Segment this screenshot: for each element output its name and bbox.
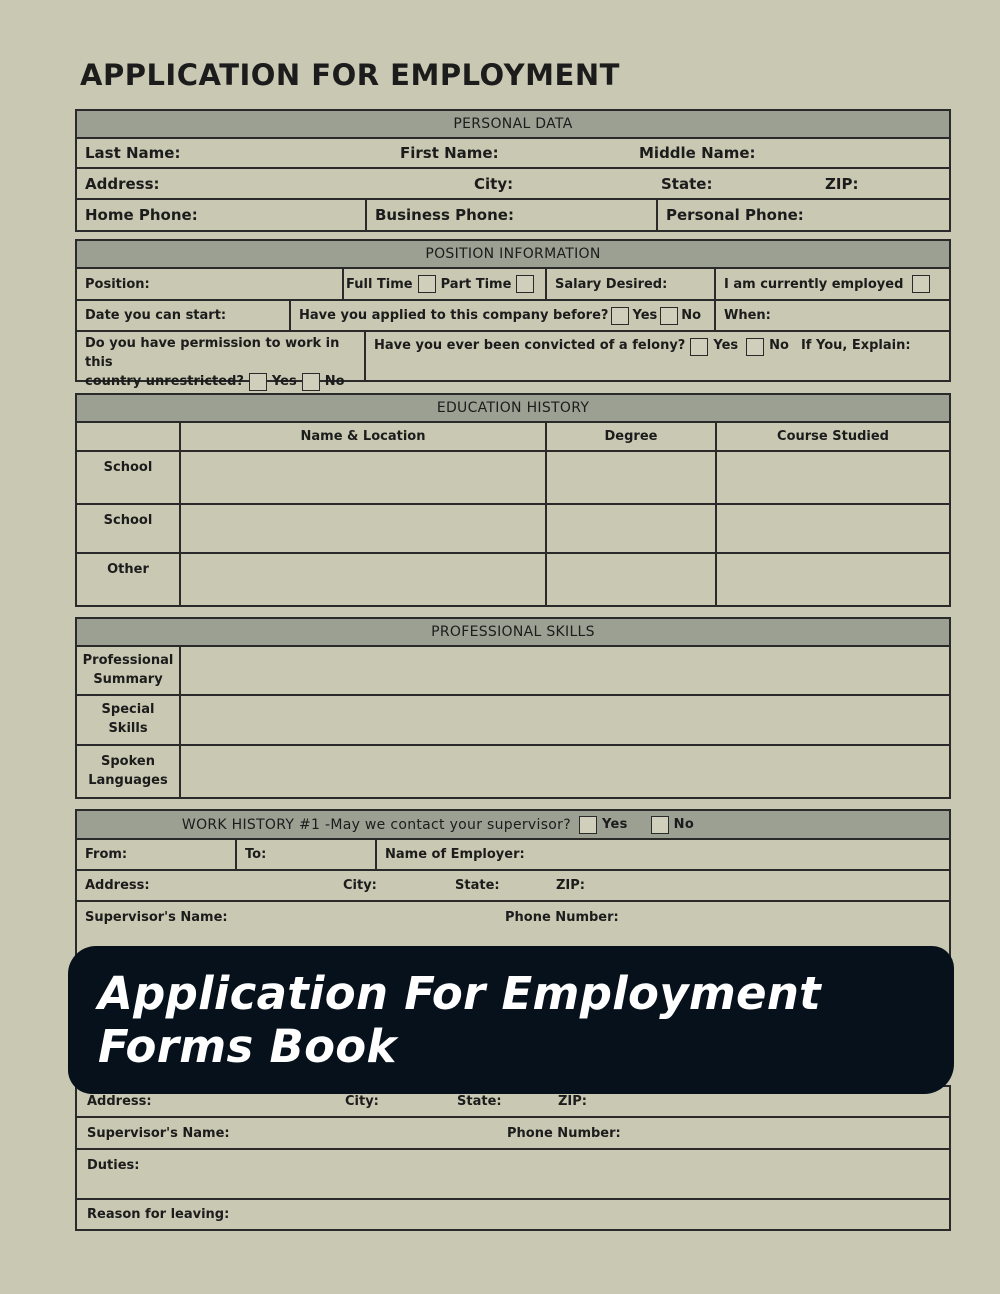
work2-duties-row: [77, 1150, 949, 1200]
work-history-1-header: [77, 811, 949, 840]
course-label: Course Studied: [777, 429, 889, 444]
felony-yes-label: Yes: [713, 338, 739, 353]
work1-address-row: [77, 871, 949, 902]
permission-question-line1: Do you have permission to work in this: [85, 336, 340, 370]
city-label: City:: [474, 174, 514, 193]
education-row: [77, 505, 949, 554]
work2-supervisor-cell[interactable]: [77, 1118, 949, 1148]
education-row-label: [77, 452, 181, 503]
position-info-header: POSITION INFORMATION: [77, 241, 949, 269]
work1-dates-row: [77, 840, 949, 871]
full-time-label: Full Time: [346, 276, 413, 292]
position-row: [77, 269, 949, 301]
employed-cell: [716, 269, 949, 299]
work-history-2-section: [75, 1085, 951, 1231]
education-course-input[interactable]: [717, 554, 949, 605]
education-course-input[interactable]: [717, 505, 949, 552]
contact-no-checkbox[interactable]: [651, 816, 669, 834]
education-blank-header: [77, 423, 181, 450]
skills-header: PROFESSIONAL SKILLS: [77, 619, 949, 647]
supervisor-label: Supervisor's Name:: [87, 1125, 230, 1141]
contact-no-label: No: [673, 817, 695, 832]
page-title: APPLICATION FOR EMPLOYMENT: [80, 58, 620, 92]
education-row-label: [77, 554, 181, 605]
school-label: School: [103, 460, 153, 475]
position-label: Position:: [85, 276, 150, 292]
middle-name-label: Middle Name:: [639, 144, 756, 162]
education-name-input[interactable]: [181, 452, 547, 503]
education-degree-input[interactable]: [547, 452, 717, 503]
start-date-row: [77, 301, 949, 332]
home-phone-cell[interactable]: [77, 200, 367, 230]
permission-question-line2: country unrestricted?: [85, 373, 244, 389]
skills-row-label: [77, 696, 181, 744]
skills-row: [77, 696, 949, 746]
personal-data-section: [75, 109, 951, 232]
applied-no-checkbox[interactable]: [660, 307, 678, 325]
salary-label: Salary Desired:: [555, 276, 668, 292]
name-cell[interactable]: [77, 139, 949, 167]
personal-data-header: PERSONAL DATA: [77, 111, 949, 139]
skills-row-label: [77, 647, 181, 694]
permission-yes-checkbox[interactable]: [249, 373, 267, 391]
when-label: When:: [724, 308, 771, 323]
state-label: State:: [457, 1094, 502, 1109]
other-label: Other: [107, 562, 149, 577]
position-info-section: [75, 239, 951, 389]
skills-section: [75, 617, 951, 799]
education-row: [77, 554, 949, 605]
employed-checkbox[interactable]: [912, 275, 930, 293]
applied-before-cell: [291, 301, 716, 330]
address-label: Address:: [87, 1094, 152, 1109]
banner-text: Application For Employment Forms Book: [98, 967, 821, 1073]
part-time-label: Part Time: [440, 276, 512, 292]
degree-label: Degree: [604, 429, 658, 444]
address-cell[interactable]: [77, 169, 949, 198]
full-time-checkbox[interactable]: [418, 275, 436, 293]
last-name-label: Last Name:: [85, 144, 181, 162]
felony-cell: [366, 332, 949, 380]
state-label: State:: [455, 878, 500, 893]
work-history-1-section: [75, 809, 951, 969]
education-course-input[interactable]: [717, 452, 949, 503]
education-row-label: [77, 505, 181, 552]
education-section: [75, 393, 951, 607]
phone-label: Phone Number:: [507, 1125, 621, 1141]
contact-yes-checkbox[interactable]: [579, 816, 597, 834]
permission-row: [77, 332, 949, 389]
work1-supervisor-row: [77, 902, 949, 933]
employed-label: I am currently employed: [724, 276, 904, 292]
felony-yes-checkbox[interactable]: [690, 338, 708, 356]
skills-label-line1: Special: [101, 702, 155, 718]
first-name-label: First Name:: [400, 144, 499, 162]
home-phone-label: Home Phone:: [85, 206, 198, 224]
felony-label: Have you ever been convicted of a felony?: [374, 338, 686, 353]
applied-yes-label: Yes: [632, 308, 658, 323]
skills-label-line1: Spoken: [101, 753, 155, 769]
start-date-cell[interactable]: [77, 301, 291, 330]
work1-to-cell[interactable]: [237, 840, 377, 869]
to-label: To:: [245, 847, 267, 862]
permission-yes-label: Yes: [271, 373, 297, 389]
school-label: School: [103, 513, 153, 528]
when-cell[interactable]: [716, 301, 949, 330]
work1-supervisor-cell[interactable]: [77, 902, 949, 933]
education-name-input[interactable]: [181, 554, 547, 605]
work1-from-cell[interactable]: [77, 840, 237, 869]
skills-row: [77, 746, 949, 797]
work2-duties-cell[interactable]: [77, 1150, 949, 1198]
education-column-row: [77, 423, 949, 452]
skills-label-line1: Professional: [82, 652, 174, 668]
personal-phone-label: Personal Phone:: [666, 206, 804, 224]
skills-row: [77, 647, 949, 696]
address-label: Address:: [85, 174, 160, 193]
felony-explain-label: If You, Explain:: [800, 338, 911, 353]
degree-column: [547, 423, 717, 450]
title-banner: [68, 946, 954, 1094]
work2-reason-row: [77, 1200, 949, 1229]
education-row: [77, 452, 949, 505]
applied-before-label: Have you applied to this company before?: [299, 308, 609, 323]
part-time-checkbox[interactable]: [516, 275, 534, 293]
applied-no-label: No: [681, 308, 702, 323]
professional-summary-input[interactable]: [181, 647, 949, 694]
name-row: [77, 139, 949, 169]
supervisor-label: Supervisor's Name:: [85, 910, 228, 925]
permission-no-checkbox[interactable]: [302, 373, 320, 391]
permission-cell: [77, 332, 366, 389]
skills-row-label: [77, 746, 181, 797]
work2-reason-cell[interactable]: [77, 1200, 949, 1229]
employer-label: Name of Employer:: [385, 847, 525, 862]
work1-address-cell[interactable]: [77, 871, 949, 900]
applied-yes-checkbox[interactable]: [611, 307, 629, 325]
felony-no-checkbox[interactable]: [746, 338, 764, 356]
salary-cell[interactable]: [547, 269, 716, 299]
skills-label-line2: Languages: [88, 772, 168, 788]
business-phone-label: Business Phone:: [375, 206, 514, 224]
education-degree-input[interactable]: [547, 554, 717, 605]
education-name-input[interactable]: [181, 505, 547, 552]
reason-label: Reason for leaving:: [87, 1207, 230, 1222]
skills-label-line2: Summary: [93, 671, 163, 687]
course-column: [717, 423, 949, 450]
city-label: City:: [343, 878, 377, 893]
start-date-label: Date you can start:: [85, 308, 227, 323]
duties-label: Duties:: [87, 1158, 140, 1173]
business-phone-cell[interactable]: [367, 200, 658, 230]
work2-supervisor-row: [77, 1118, 949, 1150]
permission-no-label: No: [324, 373, 345, 389]
special-skills-input[interactable]: [181, 696, 949, 744]
skills-label-line2: Skills: [108, 721, 148, 736]
name-location-column: [181, 423, 547, 450]
spoken-languages-input[interactable]: [181, 746, 949, 797]
name-location-label: Name & Location: [300, 429, 426, 444]
address-row: [77, 169, 949, 200]
work-history-1-title: WORK HISTORY #1 -May we contact your supervisor?: [181, 816, 571, 833]
employment-type-cell: [344, 269, 547, 299]
phone-row: [77, 200, 949, 230]
zip-label: ZIP:: [825, 174, 859, 193]
position-cell[interactable]: [77, 269, 344, 299]
contact-yes-label: Yes: [601, 817, 628, 832]
work1-employer-cell[interactable]: [377, 840, 949, 869]
city-label: City:: [345, 1094, 379, 1109]
from-label: From:: [85, 847, 128, 862]
personal-phone-cell[interactable]: [658, 200, 949, 230]
zip-label: ZIP:: [556, 878, 585, 893]
zip-label: ZIP:: [558, 1094, 587, 1109]
address-label: Address:: [85, 878, 150, 893]
state-label: State:: [661, 174, 713, 193]
felony-no-label: No: [769, 338, 789, 353]
education-header: EDUCATION HISTORY: [77, 395, 949, 423]
phone-label: Phone Number:: [505, 910, 619, 925]
education-degree-input[interactable]: [547, 505, 717, 552]
